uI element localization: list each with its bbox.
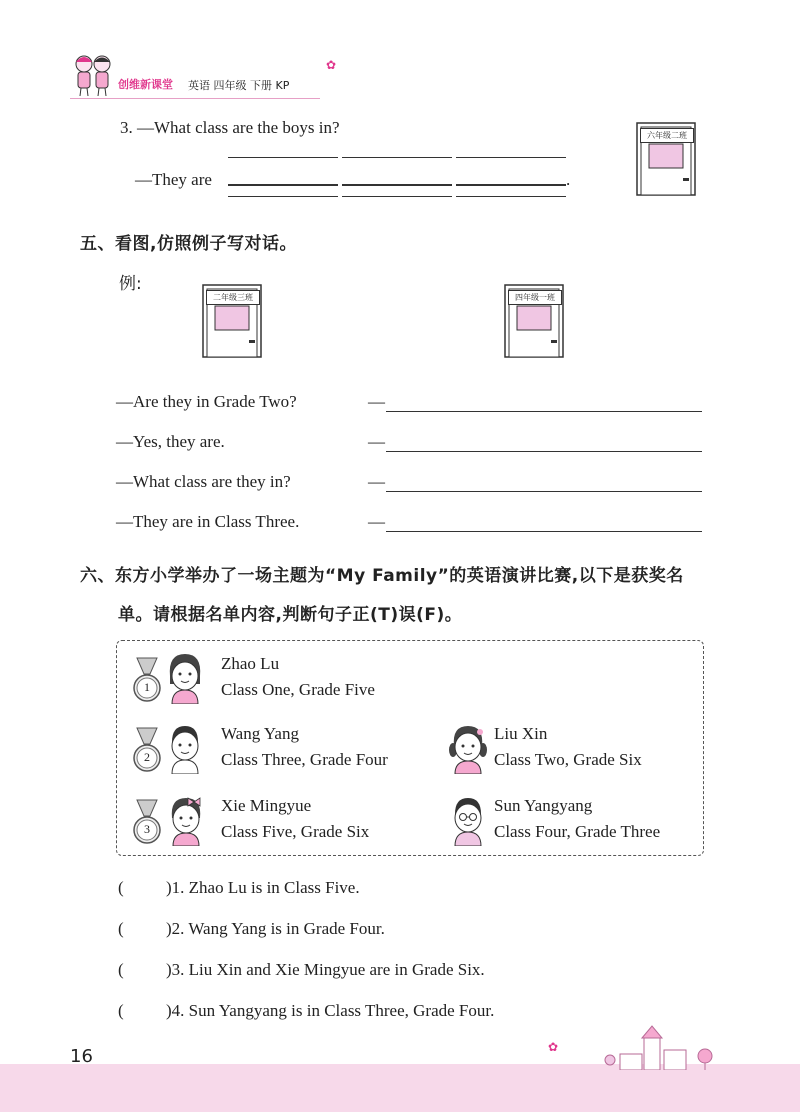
tf-paren-2[interactable]: ( bbox=[118, 919, 124, 938]
winner-name-1: Zhao Lu bbox=[221, 654, 280, 673]
section5-heading: 五、看图,仿照例子写对话。 bbox=[80, 234, 297, 254]
boy-avatar-icon bbox=[164, 722, 206, 774]
q3-period: . bbox=[566, 170, 571, 189]
answer-dash-4: — bbox=[368, 512, 385, 531]
section6-heading-line1: 六、东方小学举办了一场主题为“My Family”的英语演讲比赛,以下是获奖名 bbox=[80, 566, 684, 586]
q3-answer-prefix: —They are bbox=[135, 170, 212, 189]
page-number: 16 bbox=[70, 1046, 93, 1067]
girl-bow-avatar-icon bbox=[164, 794, 208, 846]
girl-pigtails-avatar-icon bbox=[446, 722, 490, 774]
tf-statement-4: )4. Sun Yangyang is in Class Three, Grade Four. bbox=[166, 1001, 495, 1020]
example-dialogue-line-1: —Are they in Grade Two? bbox=[116, 392, 297, 411]
q3-blank-top-3[interactable] bbox=[456, 157, 566, 158]
door-sign-right: 四年级一班 bbox=[508, 290, 562, 305]
winner-name-2: Wang Yang bbox=[221, 724, 299, 743]
tf-statement-1: )1. Zhao Lu is in Class Five. bbox=[166, 878, 360, 897]
flower-decoration-icon: ✿ bbox=[548, 1040, 559, 1054]
castle-decoration-icon bbox=[600, 1024, 730, 1070]
footer-band bbox=[0, 1064, 800, 1112]
tf-paren-3[interactable]: ( bbox=[118, 960, 124, 979]
winner-name-4: Xie Mingyue bbox=[221, 796, 312, 815]
header-brand: 创维新课堂 bbox=[118, 78, 173, 91]
tf-paren-1[interactable]: ( bbox=[118, 878, 124, 897]
tf-paren-4[interactable]: ( bbox=[118, 1001, 124, 1020]
section6-heading-line2: 单。请根据名单内容,判断句子正(T)误(F)。 bbox=[118, 605, 463, 625]
answer-dash-1: — bbox=[368, 392, 385, 411]
winner-class-3: Class Two, Grade Six bbox=[494, 750, 642, 769]
header-kids-illustration bbox=[70, 52, 118, 98]
tf-statement-3: )3. Liu Xin and Xie Mingyue are in Grade Six. bbox=[166, 960, 485, 979]
example-dialogue-line-2: —Yes, they are. bbox=[116, 432, 225, 451]
boy-glasses-avatar-icon bbox=[446, 794, 490, 846]
medal-rank-3: 3 bbox=[144, 822, 150, 836]
q3-blank-under-1 bbox=[228, 196, 338, 197]
q3-blank-under-2 bbox=[342, 196, 452, 197]
girl-avatar-icon bbox=[164, 650, 206, 704]
winner-class-4: Class Five, Grade Six bbox=[221, 822, 370, 841]
flower-icon: ✿ bbox=[326, 58, 337, 72]
answer-line-2[interactable] bbox=[386, 451, 702, 452]
answer-dash-2: — bbox=[368, 432, 385, 451]
q3-blank-top-2[interactable] bbox=[342, 157, 452, 158]
winner-class-2: Class Three, Grade Four bbox=[221, 750, 388, 769]
answer-line-1[interactable] bbox=[386, 411, 702, 412]
q3-blank-bottom-2[interactable] bbox=[342, 184, 452, 186]
q3-blank-bottom-3[interactable] bbox=[456, 184, 566, 186]
winner-class-1: Class One, Grade Five bbox=[221, 680, 375, 699]
medal-rank-1: 1 bbox=[144, 680, 150, 694]
q3-blank-under-3 bbox=[456, 196, 566, 197]
door-sign-left: 二年级三班 bbox=[206, 290, 260, 305]
medal-rank-2: 2 bbox=[144, 750, 150, 764]
answer-line-3[interactable] bbox=[386, 491, 702, 492]
answer-line-4[interactable] bbox=[386, 531, 702, 532]
header-subtitle: 英语 四年级 下册 KP bbox=[188, 79, 290, 92]
example-dialogue-line-3: —What class are they in? bbox=[116, 472, 291, 491]
q3-blank-bottom-1[interactable] bbox=[228, 184, 338, 186]
tf-statement-2: )2. Wang Yang is in Grade Four. bbox=[166, 919, 385, 938]
winner-name-5: Sun Yangyang bbox=[494, 796, 593, 815]
winner-class-5: Class Four, Grade Three bbox=[494, 822, 661, 841]
q3-question: 3. —What class are the boys in? bbox=[120, 118, 340, 137]
example-dialogue-line-4: —They are in Class Three. bbox=[116, 512, 300, 531]
q3-blank-top-1[interactable] bbox=[228, 157, 338, 158]
door-sign-q3: 六年级二班 bbox=[640, 128, 694, 143]
answer-dash-3: — bbox=[368, 472, 385, 491]
winner-name-3: Liu Xin bbox=[494, 724, 548, 743]
example-label: 例: bbox=[119, 274, 142, 294]
header-divider bbox=[70, 98, 320, 99]
